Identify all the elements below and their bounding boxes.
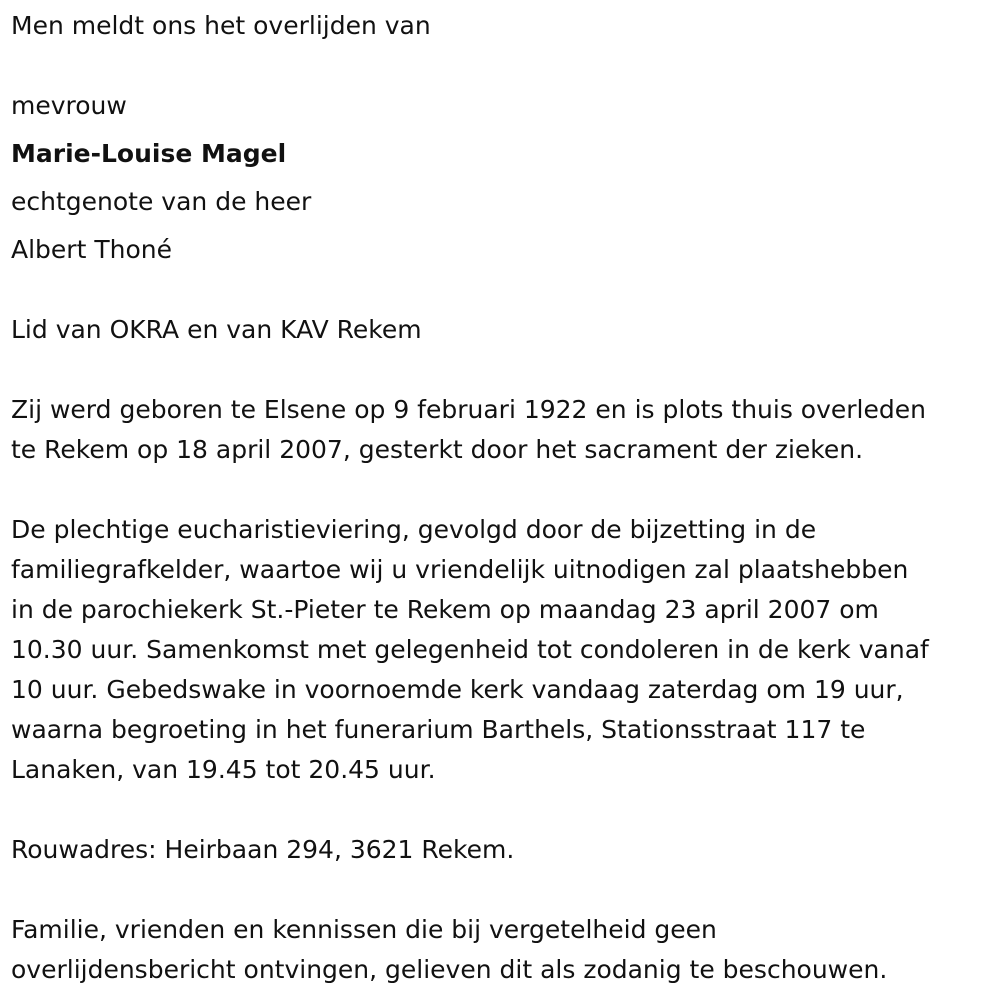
ceremony-line-5: 10 uur. Gebedswake in voornoemde kerk vandaag zaterdag om 19 uur, <box>11 675 904 704</box>
deceased-name: Marie-Louise Magel <box>11 139 287 168</box>
birth-death-line-2: te Rekem op 18 april 2007, gesterkt door het sacrament der zieken. <box>11 435 864 464</box>
mourning-address: Rouwadres: Heirbaan 294, 3621 Rekem. <box>11 835 515 864</box>
ceremony-line-6: waarna begroeting in het funerarium Barthels, Stationsstraat 117 te <box>11 715 866 744</box>
ceremony-line-4: 10.30 uur. Samenkomst met gelegenheid tot condoleren in de kerk vanaf <box>11 635 929 664</box>
ceremony-line-2: familiegrafkelder, waartoe wij u vriendelijk uitnodigen zal plaatshebben <box>11 555 909 584</box>
closing-line-2: overlijdensbericht ontvingen, gelieven dit als zodanig te beschouwen. <box>11 955 888 984</box>
ceremony-line-7: Lanaken, van 19.45 tot 20.45 uur. <box>11 755 436 784</box>
closing-line-1: Familie, vrienden en kennissen die bij vergetelheid geen <box>11 915 717 944</box>
ceremony-line-3: in de parochiekerk St.-Pieter te Rekem op maandag 23 april 2007 om <box>11 595 879 624</box>
spouse-name: Albert Thoné <box>11 235 172 264</box>
ceremony-line-1: De plechtige eucharistieviering, gevolgd door de bijzetting in de <box>11 515 817 544</box>
intro-text: Men meldt ons het overlijden van <box>11 11 431 40</box>
salutation: mevrouw <box>11 91 127 120</box>
membership-text: Lid van OKRA en van KAV Rekem <box>11 315 422 344</box>
spouse-label: echtgenote van de heer <box>11 187 312 216</box>
birth-death-line-1: Zij werd geboren te Elsene op 9 februari 1922 en is plots thuis overleden <box>11 395 926 424</box>
